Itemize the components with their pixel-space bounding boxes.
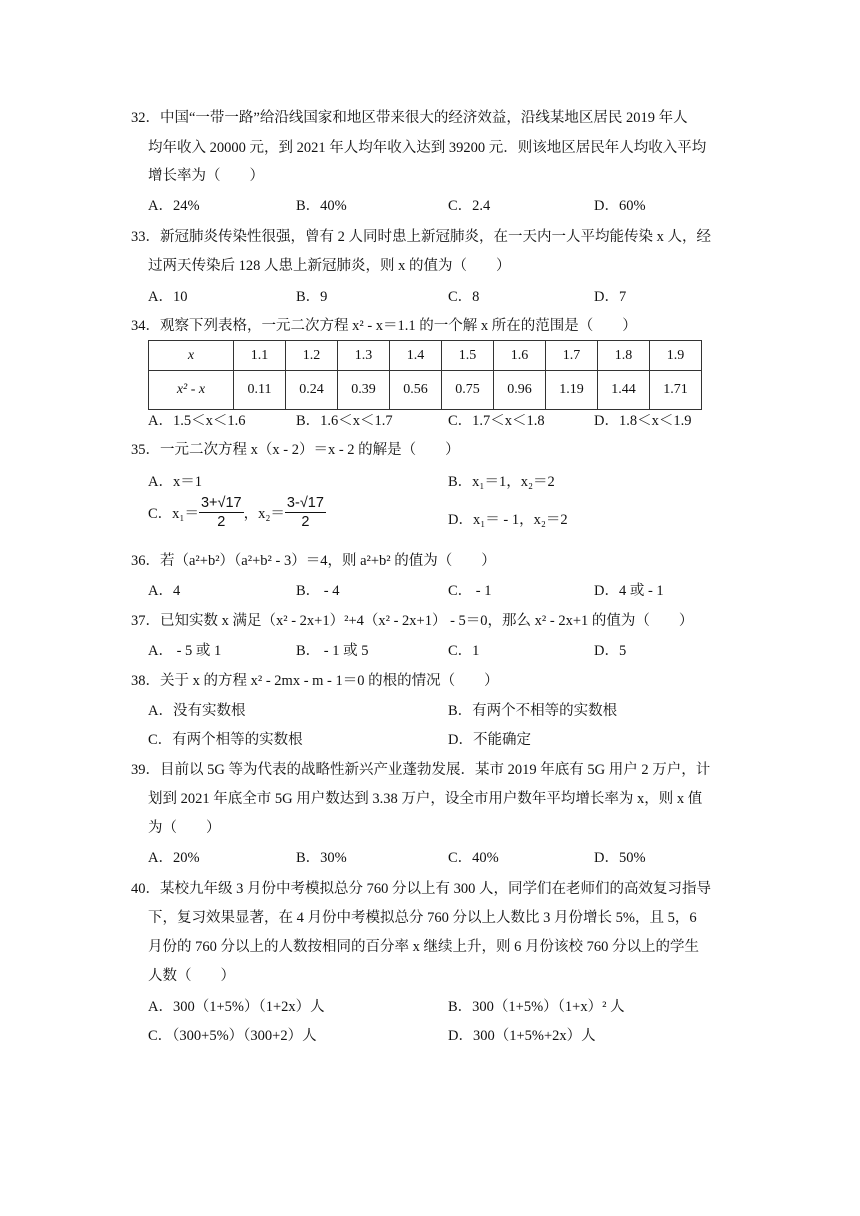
fraction-2-numerator: 3-√17 (286, 495, 324, 511)
question-40-line-4: 人数（ ） (148, 968, 235, 984)
table-cell: 1.19 (546, 371, 598, 410)
q37-option-a[interactable]: A． - 5 或 1 (148, 643, 222, 659)
q39-option-b[interactable]: B．30% (296, 850, 347, 866)
q39-option-a[interactable]: A．20% (148, 850, 200, 866)
q40-option-d[interactable]: D．300（1+5%+2x）人 (448, 1028, 596, 1044)
q35-option-c-prefix: C．x₁＝ (148, 506, 199, 522)
q38-option-a[interactable]: A．没有实数根 (148, 703, 246, 719)
question-40-line-1: 40．某校九年级 3 月份中考模拟总分 760 分以上有 300 人，同学们在老师们的高效复习指导 (131, 881, 711, 897)
q36-option-a[interactable]: A．4 (148, 583, 181, 599)
q38-option-c[interactable]: C．有两个相等的实数根 (148, 732, 303, 748)
q37-option-d[interactable]: D．5 (594, 643, 627, 659)
q34-option-b[interactable]: B．1.6＜x＜1.7 (296, 413, 393, 429)
q32-option-a[interactable]: A．24% (148, 198, 200, 214)
q33-option-a[interactable]: A．10 (148, 289, 188, 305)
table-cell: 1.3 (338, 341, 390, 371)
fraction-1-numerator: 3+√17 (200, 495, 242, 511)
q35-option-d[interactable]: D．x₁＝ - 1，x₂＝2 (448, 512, 568, 528)
q40-option-a[interactable]: A．300（1+5%）（1+2x）人 (148, 999, 325, 1015)
table-cell: 0.56 (390, 371, 442, 410)
table-header-fx: x² - x (149, 371, 234, 410)
q32-option-c[interactable]: C．2.4 (448, 198, 491, 214)
q35-option-a[interactable]: A．x＝1 (148, 474, 202, 490)
q35-option-c-separator: ，x₂＝ (243, 506, 285, 522)
question-33-line-1: 33．新冠肺炎传染性很强，曾有 2 人同时患上新冠肺炎，在一天内一人平均能传染 x 人，经 (131, 229, 711, 245)
question-39-line-1: 39．目前以 5G 等为代表的战略性新兴产业蓬勃发展．某市 2019 年底有 5G 用户 2 万户，计 (131, 762, 711, 778)
q32-option-d[interactable]: D．60% (594, 198, 646, 214)
q36-option-b[interactable]: B． - 4 (296, 583, 340, 599)
question-34-line-1: 34．观察下列表格，一元二次方程 x² - x＝1.1 的一个解 x 所在的范围是（ ） (131, 318, 637, 334)
q35-option-b[interactable]: B．x₁＝1，x₂＝2 (448, 474, 555, 490)
table-header-x: x (149, 341, 234, 371)
table-cell: 0.11 (234, 371, 286, 410)
q33-option-c[interactable]: C．8 (448, 289, 480, 305)
question-40-line-3: 月份的 760 分以上的人数按相同的百分率 x 继续上升，则 6 月份该校 760 分以上的学生 (148, 939, 699, 955)
q34-option-a[interactable]: A．1.5＜x＜1.6 (148, 413, 246, 429)
table-row-fx (149, 371, 702, 410)
question-36-line-1: 36．若（a²+b²）（a²+b² - 3）＝4，则 a²+b² 的值为（ ） (131, 553, 496, 569)
table-cell: 1.9 (650, 341, 702, 371)
table-row-x (149, 341, 702, 371)
question-33-line-2: 过两天传染后 128 人患上新冠肺炎，则 x 的值为（ ） (148, 258, 511, 274)
question-32-line-2: 均年收入 20000 元，到 2021 年人均年收入达到 39200 元．则该地区居民年人均收入平均 (148, 140, 707, 156)
table-cell: 0.39 (338, 371, 390, 410)
fraction-1-denominator: 2 (217, 514, 226, 530)
fraction-1 (199, 494, 244, 531)
question-32-line-1: 32．中国“一带一路”给沿线国家和地区带来很大的经济效益，沿线某地区居民 2019 年人 (131, 110, 688, 126)
q37-option-c[interactable]: C．1 (448, 643, 480, 659)
question-40-line-2: 下，复习效果显著，在 4 月份中考模拟总分 760 分以上人数比 3 月份增长 5%，且 5，6 (148, 910, 697, 926)
table-cell: 1.71 (650, 371, 702, 410)
question-32-line-3: 增长率为（ ） (148, 168, 264, 184)
q33-option-d[interactable]: D．7 (594, 289, 627, 305)
question-38-line-1: 38．关于 x 的方程 x² - 2mx - m - 1＝0 的根的情况（ ） (131, 673, 499, 689)
question-35-line-1: 35．一元二次方程 x（x - 2）＝x - 2 的解是（ ） (131, 442, 460, 458)
q36-option-d[interactable]: D．4 或 - 1 (594, 583, 664, 599)
q40-option-c[interactable]: C．（300+5%）（300+2）人 (148, 1028, 317, 1044)
q34-option-d[interactable]: D．1.8＜x＜1.9 (594, 413, 692, 429)
q38-option-b[interactable]: B．有两个不相等的实数根 (448, 703, 618, 719)
table-cell: 1.1 (234, 341, 286, 371)
table-cell: 1.4 (390, 341, 442, 371)
q38-option-d[interactable]: D．不能确定 (448, 732, 531, 748)
table-cell: 0.75 (442, 371, 494, 410)
q33-option-b[interactable]: B．9 (296, 289, 328, 305)
table-cell: 1.5 (442, 341, 494, 371)
q32-option-b[interactable]: B．40% (296, 198, 347, 214)
value-table (148, 340, 702, 410)
q36-option-c[interactable]: C． - 1 (448, 583, 492, 599)
q34-option-c[interactable]: C．1.7＜x＜1.8 (448, 413, 545, 429)
fraction-2 (285, 494, 326, 531)
fraction-2-denominator: 2 (301, 514, 310, 530)
table-cell: 1.2 (286, 341, 338, 371)
table-cell: 1.7 (546, 341, 598, 371)
q35-option-c[interactable] (148, 494, 326, 531)
table-cell: 1.6 (494, 341, 546, 371)
q37-option-b[interactable]: B． - 1 或 5 (296, 643, 369, 659)
question-39-line-3: 为（ ） (148, 820, 221, 836)
q40-option-b[interactable]: B．300（1+5%）（1+x）² 人 (448, 999, 625, 1015)
question-39-line-2: 划到 2021 年底全市 5G 用户数达到 3.38 万户，设全市用户数年平均增长率为 x，则 x 值 (148, 791, 703, 807)
table-cell: 0.24 (286, 371, 338, 410)
table-cell: 1.44 (598, 371, 650, 410)
table-cell: 0.96 (494, 371, 546, 410)
table-cell: 1.8 (598, 341, 650, 371)
q39-option-c[interactable]: C．40% (448, 850, 499, 866)
q39-option-d[interactable]: D．50% (594, 850, 646, 866)
question-37-line-1: 37．已知实数 x 满足（x² - 2x+1）²+4（x² - 2x+1） - 5＝0，那么 x² - 2x+1 的值为（ ） (131, 613, 694, 629)
